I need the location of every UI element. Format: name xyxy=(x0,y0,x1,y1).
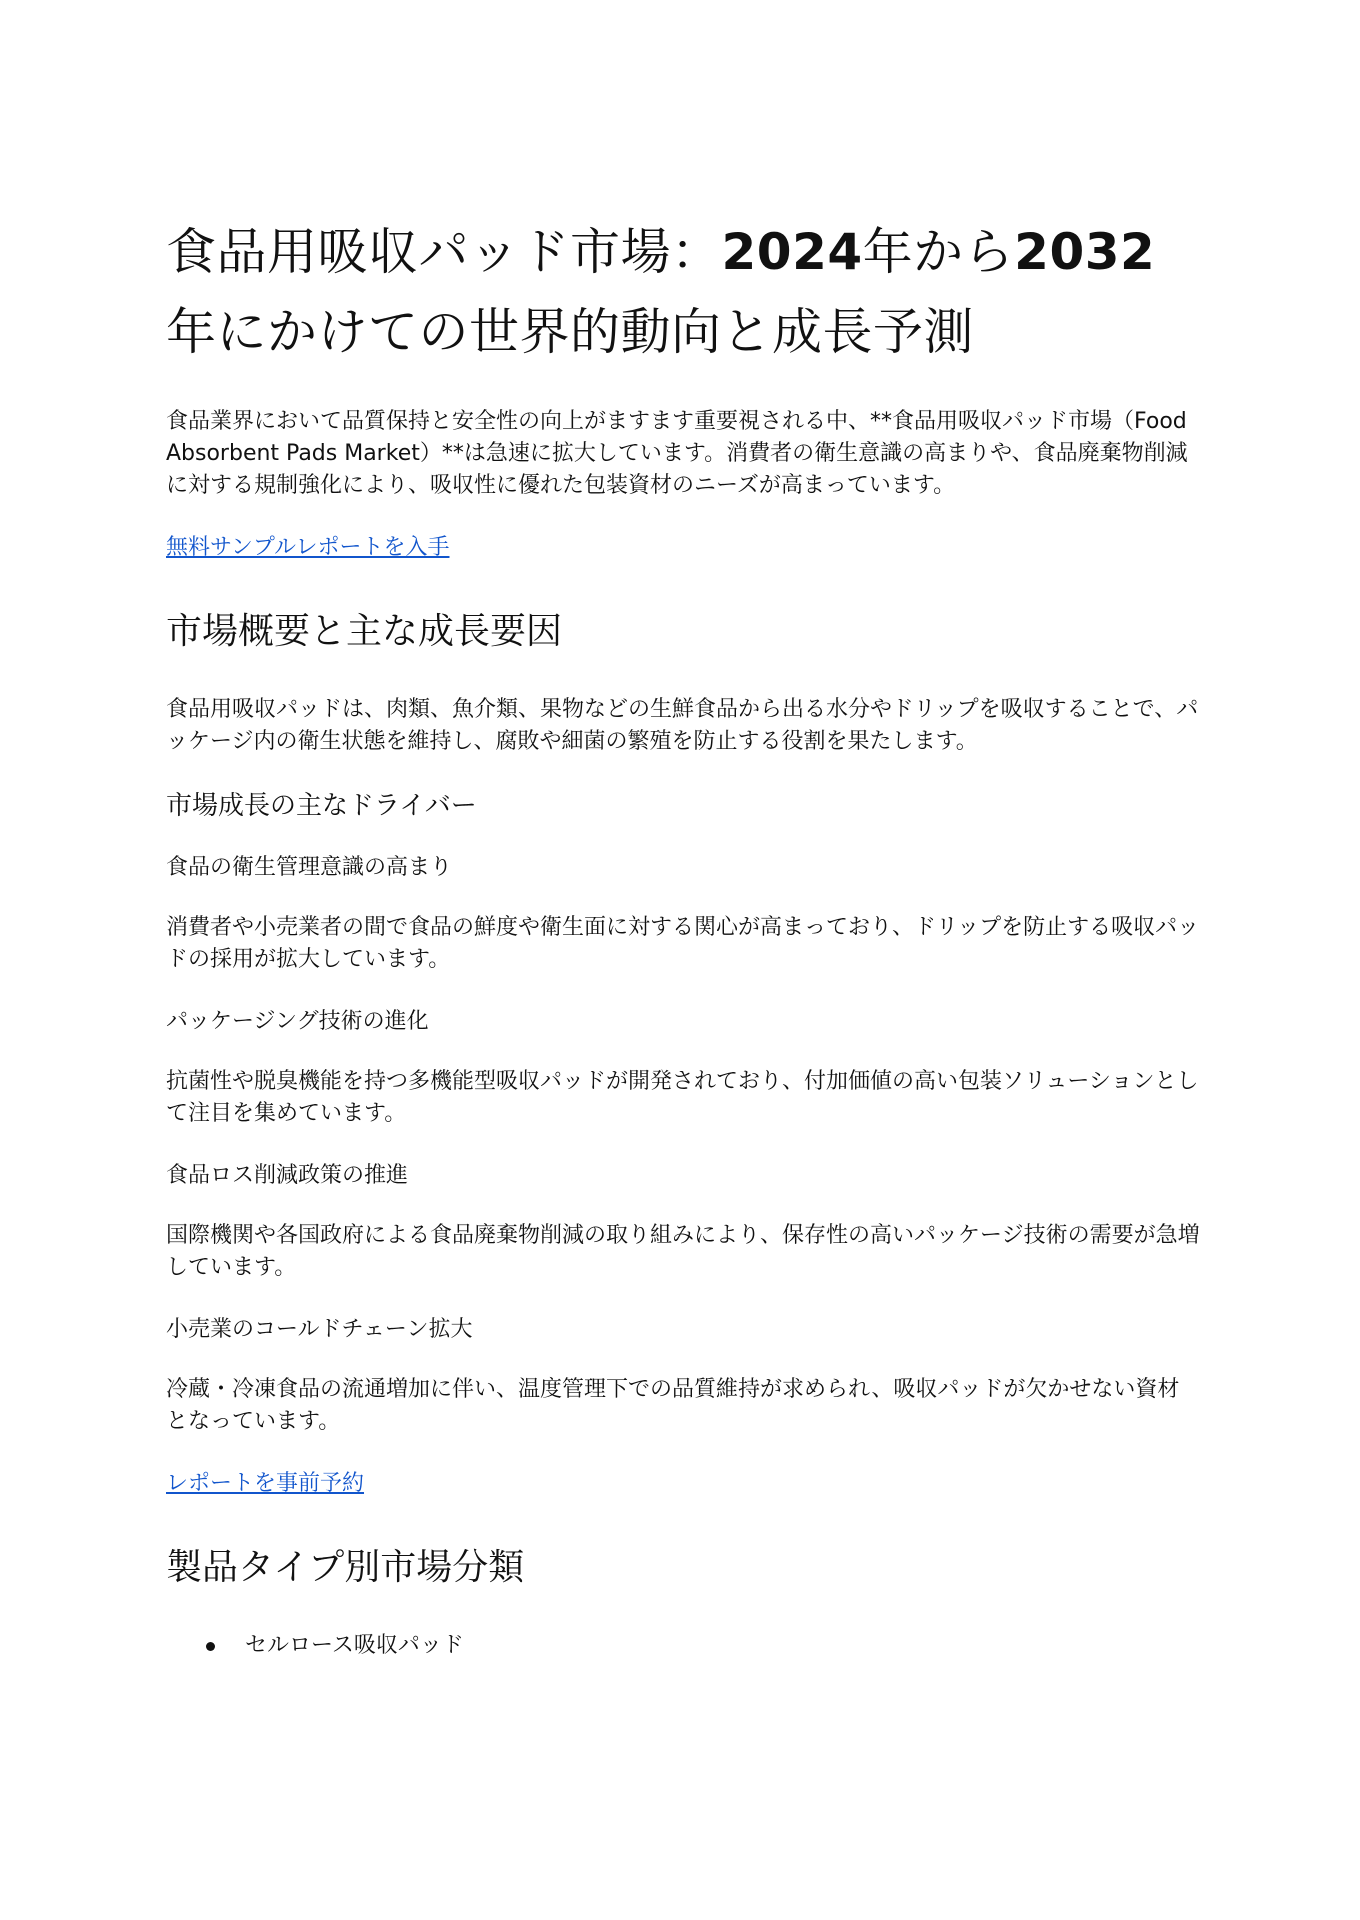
title-text-1: 食品用吸収パッド市場： xyxy=(166,223,722,281)
driver-title: 食品ロス削減政策の推進 xyxy=(166,1163,409,1188)
page-title xyxy=(166,212,1200,372)
driver-text: 抗菌性や脱臭機能を持つ多機能型吸収パッドが開発されており、付加価値の高い包装ソリューションとして注目を集めています。 xyxy=(166,1069,1199,1126)
driver-title: 小売業のコールドチェーン拡大 xyxy=(166,1317,473,1342)
list-item xyxy=(206,1630,1200,1662)
title-text-3: 年にかけての世界的動向と成長予測 xyxy=(166,303,974,361)
driver-title: パッケージング技術の進化 xyxy=(166,1009,429,1034)
driver-item xyxy=(166,1314,1200,1438)
list-item-label: セルロース吸収パッド xyxy=(245,1633,464,1658)
driver-item xyxy=(166,852,1200,976)
free-sample-link[interactable]: 無料サンプルレポートを入手 xyxy=(166,535,450,560)
driver-item xyxy=(166,1006,1200,1130)
driver-text: 消費者や小売業者の間で食品の鮮度や衛生面に対する関心が高まっており、ドリップを防止する吸収パッドの採用が拡大しています。 xyxy=(166,915,1200,972)
overview-paragraph: 食品用吸収パッドは、肉類、魚介類、果物などの生鮮食品から出る水分やドリップを吸収することで、パッケージ内の衛生状態を維持し、腐敗や細菌の繁殖を防止する役割を果たします。 xyxy=(166,697,1199,754)
title-text-2: 年から xyxy=(862,223,1015,281)
preorder-report-link[interactable]: レポートを事前予約 xyxy=(166,1471,365,1496)
title-year-start: 2024 xyxy=(721,223,863,281)
title-year-end: 2032 xyxy=(1014,223,1156,281)
drivers-heading: 市場成長の主なドライバー xyxy=(166,791,477,821)
driver-text: 国際機関や各国政府による食品廃棄物削減の取り組みにより、保存性の高いパッケージ技術の需要が急増しています。 xyxy=(166,1223,1200,1280)
driver-item xyxy=(166,1160,1200,1284)
product-types-heading: 製品タイプ別市場分類 xyxy=(166,1547,525,1588)
driver-text: 冷蔵・冷凍食品の流通増加に伴い、温度管理下での品質維持が求められ、吸収パッドが欠かせない資材となっています。 xyxy=(166,1377,1180,1434)
intro-paragraph: 食品業界において品質保持と安全性の向上がますます重要視される中、**食品用吸収パッド市場（Food Absorbent Pads Market）**は急速に拡大しています。消費者の衛生意識の高まりや、食品廃棄物削減に対する規制強化により、吸収性に優れた包装資材のニーズが高まっています。 xyxy=(166,409,1188,498)
bullet-icon xyxy=(206,1642,215,1651)
overview-heading: 市場概要と主な成長要因 xyxy=(166,611,563,652)
driver-title: 食品の衛生管理意識の高まり xyxy=(166,855,453,880)
product-types-list xyxy=(166,1630,1200,1662)
